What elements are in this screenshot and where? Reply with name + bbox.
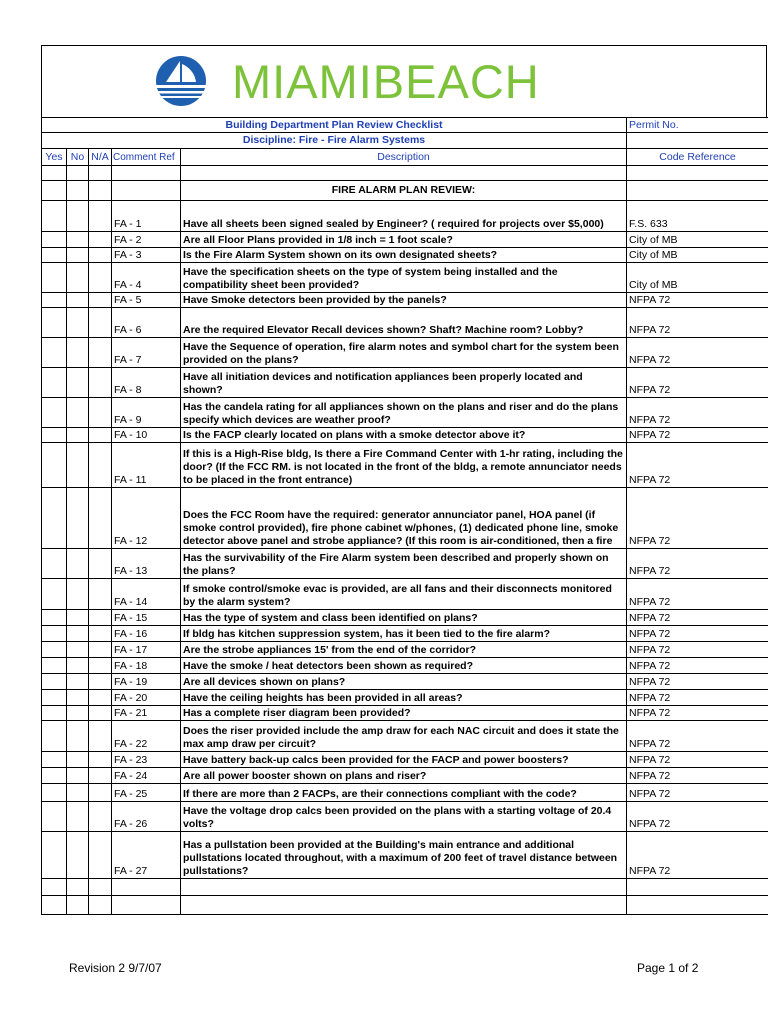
yes-checkbox-cell[interactable] — [42, 488, 67, 549]
code-reference: NFPA 72 — [627, 674, 768, 690]
code-reference: NFPA 72 — [627, 768, 768, 784]
description: Does the riser provided include the amp draw for each NAC circuit and does it state the max amp draw per circuit? — [181, 721, 627, 752]
code-reference: City of MB — [627, 248, 768, 263]
description: Has the survivability of the Fire Alarm system been described and properly shown on the plans? — [181, 549, 627, 579]
checklist-row — [42, 398, 768, 428]
description: Have Smoke detectors been provided by the panels? — [181, 293, 627, 308]
checklist-row — [42, 690, 768, 706]
comment-ref: FA - 22 — [112, 721, 181, 752]
empty-cell[interactable] — [67, 896, 89, 915]
na-checkbox-cell[interactable] — [89, 642, 112, 658]
yes-checkbox-cell[interactable] — [42, 263, 67, 293]
description: Has a pullstation been provided at the Building's main entrance and additional pullstations located throughout, with a maximum of 200 feet of travel distance between pullstations? — [181, 832, 627, 879]
na-checkbox-cell[interactable] — [89, 752, 112, 768]
comment-ref: FA - 27 — [112, 832, 181, 879]
yes-checkbox-cell[interactable] — [42, 293, 67, 308]
checklist-row — [42, 232, 768, 248]
no-checkbox-cell[interactable] — [67, 690, 89, 706]
comment-ref: FA - 24 — [112, 768, 181, 784]
description: Are all devices shown on plans? — [181, 674, 627, 690]
empty-cell[interactable] — [67, 879, 89, 896]
description: Have the specification sheets on the type of system being installed and the compatibility sheet been provided? — [181, 263, 627, 293]
description: Have all sheets been signed sealed by Engineer? ( required for projects over $5,000) — [181, 201, 627, 232]
code-reference: NFPA 72 — [627, 610, 768, 626]
checklist-title: Building Department Plan Review Checklist — [42, 118, 627, 133]
na-checkbox-cell[interactable] — [89, 784, 112, 802]
yes-checkbox-cell[interactable] — [42, 232, 67, 248]
no-checkbox-cell[interactable] — [67, 658, 89, 674]
empty-cell — [112, 879, 181, 896]
checklist-row — [42, 248, 768, 263]
empty-cell — [181, 896, 627, 915]
brand-light: MIAMI — [232, 55, 373, 108]
no-checkbox-cell[interactable] — [67, 721, 89, 752]
na-checkbox-cell[interactable] — [89, 293, 112, 308]
yes-checkbox-cell[interactable] — [42, 721, 67, 752]
checklist-row — [42, 368, 768, 398]
checklist-row — [42, 488, 768, 549]
code-reference: City of MB — [627, 232, 768, 248]
comment-ref: FA - 20 — [112, 690, 181, 706]
checklist-body — [42, 118, 768, 915]
no-checkbox-cell[interactable] — [67, 802, 89, 832]
description: Have all initiation devices and notification appliances been properly located and shown? — [181, 368, 627, 398]
no-checkbox-cell[interactable] — [67, 443, 89, 488]
comment-ref: FA - 2 — [112, 232, 181, 248]
code-reference: NFPA 72 — [627, 549, 768, 579]
checklist-row — [42, 784, 768, 802]
code-reference: NFPA 72 — [627, 428, 768, 443]
code-reference: NFPA 72 — [627, 658, 768, 674]
yes-checkbox-cell[interactable] — [42, 549, 67, 579]
permit-value-cell[interactable] — [627, 133, 768, 149]
checklist-table — [41, 117, 768, 915]
na-checkbox-cell[interactable] — [89, 248, 112, 263]
no-checkbox-cell[interactable] — [67, 706, 89, 721]
code-reference: NFPA 72 — [627, 642, 768, 658]
na-checkbox-cell[interactable] — [89, 338, 112, 368]
yes-checkbox-cell[interactable] — [42, 308, 67, 338]
empty-cell[interactable] — [42, 879, 67, 896]
checklist-row — [42, 768, 768, 784]
na-checkbox-cell[interactable] — [89, 626, 112, 642]
checklist-row — [42, 201, 768, 232]
empty-cell[interactable] — [89, 896, 112, 915]
comment-ref: FA - 11 — [112, 443, 181, 488]
empty-cell — [627, 896, 768, 915]
col-description: Description — [181, 149, 627, 166]
na-checkbox-cell[interactable] — [89, 690, 112, 706]
brand-wordmark — [232, 54, 540, 110]
empty-cell — [181, 879, 627, 896]
code-reference: NFPA 72 — [627, 721, 768, 752]
yes-checkbox-cell[interactable] — [42, 690, 67, 706]
logo-header — [41, 45, 767, 118]
comment-ref: FA - 15 — [112, 610, 181, 626]
yes-checkbox-cell[interactable] — [42, 579, 67, 610]
description: Have the ceiling heights has been provided in all areas? — [181, 690, 627, 706]
permit-label: Permit No. — [627, 118, 768, 133]
na-checkbox-cell[interactable] — [89, 308, 112, 338]
no-checkbox-cell[interactable] — [67, 642, 89, 658]
na-checkbox-cell[interactable] — [89, 398, 112, 428]
checklist-row — [42, 674, 768, 690]
no-checkbox-cell[interactable] — [67, 832, 89, 879]
description: If smoke control/smoke evac is provided, are all fans and their disconnects monitored by the alarm system? — [181, 579, 627, 610]
description: If there are more than 2 FACPs, are their connections compliant with the code? — [181, 784, 627, 802]
yes-checkbox-cell[interactable] — [42, 784, 67, 802]
col-yes: Yes — [42, 149, 67, 166]
yes-checkbox-cell[interactable] — [42, 626, 67, 642]
checklist-row — [42, 658, 768, 674]
no-checkbox-cell[interactable] — [67, 752, 89, 768]
comment-ref: FA - 12 — [112, 488, 181, 549]
comment-ref: FA - 6 — [112, 308, 181, 338]
no-checkbox-cell[interactable] — [67, 232, 89, 248]
col-na: N/A — [89, 149, 112, 166]
code-reference: NFPA 72 — [627, 338, 768, 368]
code-reference: NFPA 72 — [627, 706, 768, 721]
na-checkbox-cell[interactable] — [89, 610, 112, 626]
comment-ref: FA - 4 — [112, 263, 181, 293]
description: Is the FACP clearly located on plans with a smoke detector above it? — [181, 428, 627, 443]
comment-ref: FA - 1 — [112, 201, 181, 232]
comment-ref: FA - 7 — [112, 338, 181, 368]
code-reference: NFPA 72 — [627, 443, 768, 488]
code-reference: NFPA 72 — [627, 784, 768, 802]
no-checkbox-cell[interactable] — [67, 488, 89, 549]
description: Have the voltage drop calcs been provided on the plans with a starting voltage of 20.4 volts? — [181, 802, 627, 832]
code-reference: NFPA 72 — [627, 752, 768, 768]
checklist-row — [42, 610, 768, 626]
yes-checkbox-cell[interactable] — [42, 832, 67, 879]
yes-checkbox-cell[interactable] — [42, 338, 67, 368]
na-checkbox-cell[interactable] — [89, 368, 112, 398]
code-reference: NFPA 72 — [627, 293, 768, 308]
no-checkbox-cell[interactable] — [67, 293, 89, 308]
na-checkbox-cell[interactable] — [89, 768, 112, 784]
comment-ref: FA - 23 — [112, 752, 181, 768]
comment-ref: FA - 13 — [112, 549, 181, 579]
code-reference: NFPA 72 — [627, 488, 768, 549]
checklist-row — [42, 338, 768, 368]
description: Has a complete riser diagram been provided? — [181, 706, 627, 721]
comment-ref: FA - 14 — [112, 579, 181, 610]
yes-checkbox-cell[interactable] — [42, 768, 67, 784]
yes-checkbox-cell[interactable] — [42, 443, 67, 488]
na-checkbox-cell[interactable] — [89, 802, 112, 832]
no-checkbox-cell[interactable] — [67, 579, 89, 610]
description: Has the candela rating for all appliances shown on the plans and riser and do the plans specify which devices are weather proof? — [181, 398, 627, 428]
yes-checkbox-cell[interactable] — [42, 368, 67, 398]
yes-checkbox-cell[interactable] — [42, 642, 67, 658]
na-checkbox-cell[interactable] — [89, 549, 112, 579]
yes-checkbox-cell[interactable] — [42, 428, 67, 443]
comment-ref: FA - 5 — [112, 293, 181, 308]
comment-ref: FA - 10 — [112, 428, 181, 443]
code-reference: NFPA 72 — [627, 832, 768, 879]
comment-ref: FA - 19 — [112, 674, 181, 690]
code-reference: NFPA 72 — [627, 308, 768, 338]
code-reference: City of MB — [627, 263, 768, 293]
empty-cell[interactable] — [42, 896, 67, 915]
empty-cell — [112, 896, 181, 915]
na-checkbox-cell[interactable] — [89, 658, 112, 674]
na-checkbox-cell[interactable] — [89, 232, 112, 248]
no-checkbox-cell[interactable] — [67, 201, 89, 232]
checklist-row — [42, 293, 768, 308]
checklist-row — [42, 721, 768, 752]
yes-checkbox-cell[interactable] — [42, 201, 67, 232]
description: Have the smoke / heat detectors been shown as required? — [181, 658, 627, 674]
discipline-title: Discipline: Fire - Fire Alarm Systems — [42, 133, 627, 149]
code-reference: NFPA 72 — [627, 626, 768, 642]
comment-ref: FA - 25 — [112, 784, 181, 802]
yes-checkbox-cell[interactable] — [42, 398, 67, 428]
yes-checkbox-cell[interactable] — [42, 752, 67, 768]
code-reference: NFPA 72 — [627, 368, 768, 398]
code-reference: NFPA 72 — [627, 579, 768, 610]
checklist-row — [42, 642, 768, 658]
no-checkbox-cell[interactable] — [67, 308, 89, 338]
yes-checkbox-cell[interactable] — [42, 802, 67, 832]
comment-ref: FA - 16 — [112, 626, 181, 642]
description: Are the strobe appliances 15' from the end of the corridor? — [181, 642, 627, 658]
checklist-row — [42, 308, 768, 338]
no-checkbox-cell[interactable] — [67, 398, 89, 428]
na-checkbox-cell[interactable] — [89, 488, 112, 549]
checklist-row — [42, 802, 768, 832]
no-checkbox-cell[interactable] — [67, 626, 89, 642]
no-checkbox-cell[interactable] — [67, 549, 89, 579]
checklist-row — [42, 579, 768, 610]
empty-row — [42, 896, 768, 915]
no-checkbox-cell[interactable] — [67, 248, 89, 263]
code-reference: NFPA 72 — [627, 802, 768, 832]
description: Does the FCC Room have the required: generator annunciator panel, HOA panel (if smoke control provided), fire phone cabinet w/phones, (1) dedicated phone line, smoke detector above panel and strobe appliance? (If this room is air-conditioned, then a fire — [181, 488, 627, 549]
miami-beach-sailboat-logo-icon — [151, 55, 211, 109]
no-checkbox-cell[interactable] — [67, 610, 89, 626]
na-checkbox-cell[interactable] — [89, 428, 112, 443]
col-code-reference: Code Reference — [627, 149, 768, 166]
checklist-row — [42, 428, 768, 443]
checklist-row — [42, 752, 768, 768]
no-checkbox-cell[interactable] — [67, 784, 89, 802]
empty-row — [42, 879, 768, 896]
checklist-row — [42, 832, 768, 879]
no-checkbox-cell[interactable] — [67, 428, 89, 443]
code-reference: NFPA 72 — [627, 690, 768, 706]
description: Are all Floor Plans provided in 1/8 inch = 1 foot scale? — [181, 232, 627, 248]
comment-ref: FA - 17 — [112, 642, 181, 658]
checklist-row — [42, 626, 768, 642]
col-comment-ref: Comment Ref — [112, 149, 181, 166]
yes-checkbox-cell[interactable] — [42, 248, 67, 263]
description: Are the required Elevator Recall devices shown? Shaft? Machine room? Lobby? — [181, 308, 627, 338]
empty-cell[interactable] — [89, 879, 112, 896]
col-no: No — [67, 149, 89, 166]
checklist-row — [42, 263, 768, 293]
description: Are all power booster shown on plans and riser? — [181, 768, 627, 784]
yes-checkbox-cell[interactable] — [42, 706, 67, 721]
comment-ref: FA - 9 — [112, 398, 181, 428]
page-number: Page 1 of 2 — [637, 961, 699, 975]
description: Has the type of system and class been identified on plans? — [181, 610, 627, 626]
comment-ref: FA - 21 — [112, 706, 181, 721]
no-checkbox-cell[interactable] — [67, 263, 89, 293]
comment-ref: FA - 8 — [112, 368, 181, 398]
na-checkbox-cell[interactable] — [89, 832, 112, 879]
yes-checkbox-cell[interactable] — [42, 610, 67, 626]
empty-cell — [627, 879, 768, 896]
na-checkbox-cell[interactable] — [89, 674, 112, 690]
revision-label: Revision 2 9/7/07 — [69, 961, 162, 975]
yes-checkbox-cell[interactable] — [42, 658, 67, 674]
no-checkbox-cell[interactable] — [67, 674, 89, 690]
na-checkbox-cell[interactable] — [89, 263, 112, 293]
description: Is the Fire Alarm System shown on its own designated sheets? — [181, 248, 627, 263]
na-checkbox-cell[interactable] — [89, 443, 112, 488]
no-checkbox-cell[interactable] — [67, 338, 89, 368]
na-checkbox-cell[interactable] — [89, 721, 112, 752]
code-reference: NFPA 72 — [627, 398, 768, 428]
yes-checkbox-cell[interactable] — [42, 674, 67, 690]
comment-ref: FA - 26 — [112, 802, 181, 832]
comment-ref: FA - 18 — [112, 658, 181, 674]
description: If bldg has kitchen suppression system, has it been tied to the fire alarm? — [181, 626, 627, 642]
brand-bold: BEACH — [372, 55, 540, 108]
no-checkbox-cell[interactable] — [67, 768, 89, 784]
na-checkbox-cell[interactable] — [89, 201, 112, 232]
no-checkbox-cell[interactable] — [67, 368, 89, 398]
description: Have battery back-up calcs been provided for the FACP and power boosters? — [181, 752, 627, 768]
checklist-row — [42, 706, 768, 721]
checklist-row — [42, 443, 768, 488]
description: If this is a High-Rise bldg, Is there a Fire Command Center with 1-hr rating, including the door? (If the FCC RM. is not located in the front of the bldg, a remote annunciator needs to be placed in the front entrance) — [181, 443, 627, 488]
comment-ref: FA - 3 — [112, 248, 181, 263]
description: Have the Sequence of operation, fire alarm notes and symbol chart for the system been provided on the plans? — [181, 338, 627, 368]
checklist-row — [42, 549, 768, 579]
code-reference: F.S. 633 — [627, 201, 768, 232]
na-checkbox-cell[interactable] — [89, 579, 112, 610]
na-checkbox-cell[interactable] — [89, 706, 112, 721]
section-title: FIRE ALARM PLAN REVIEW: — [181, 181, 627, 201]
